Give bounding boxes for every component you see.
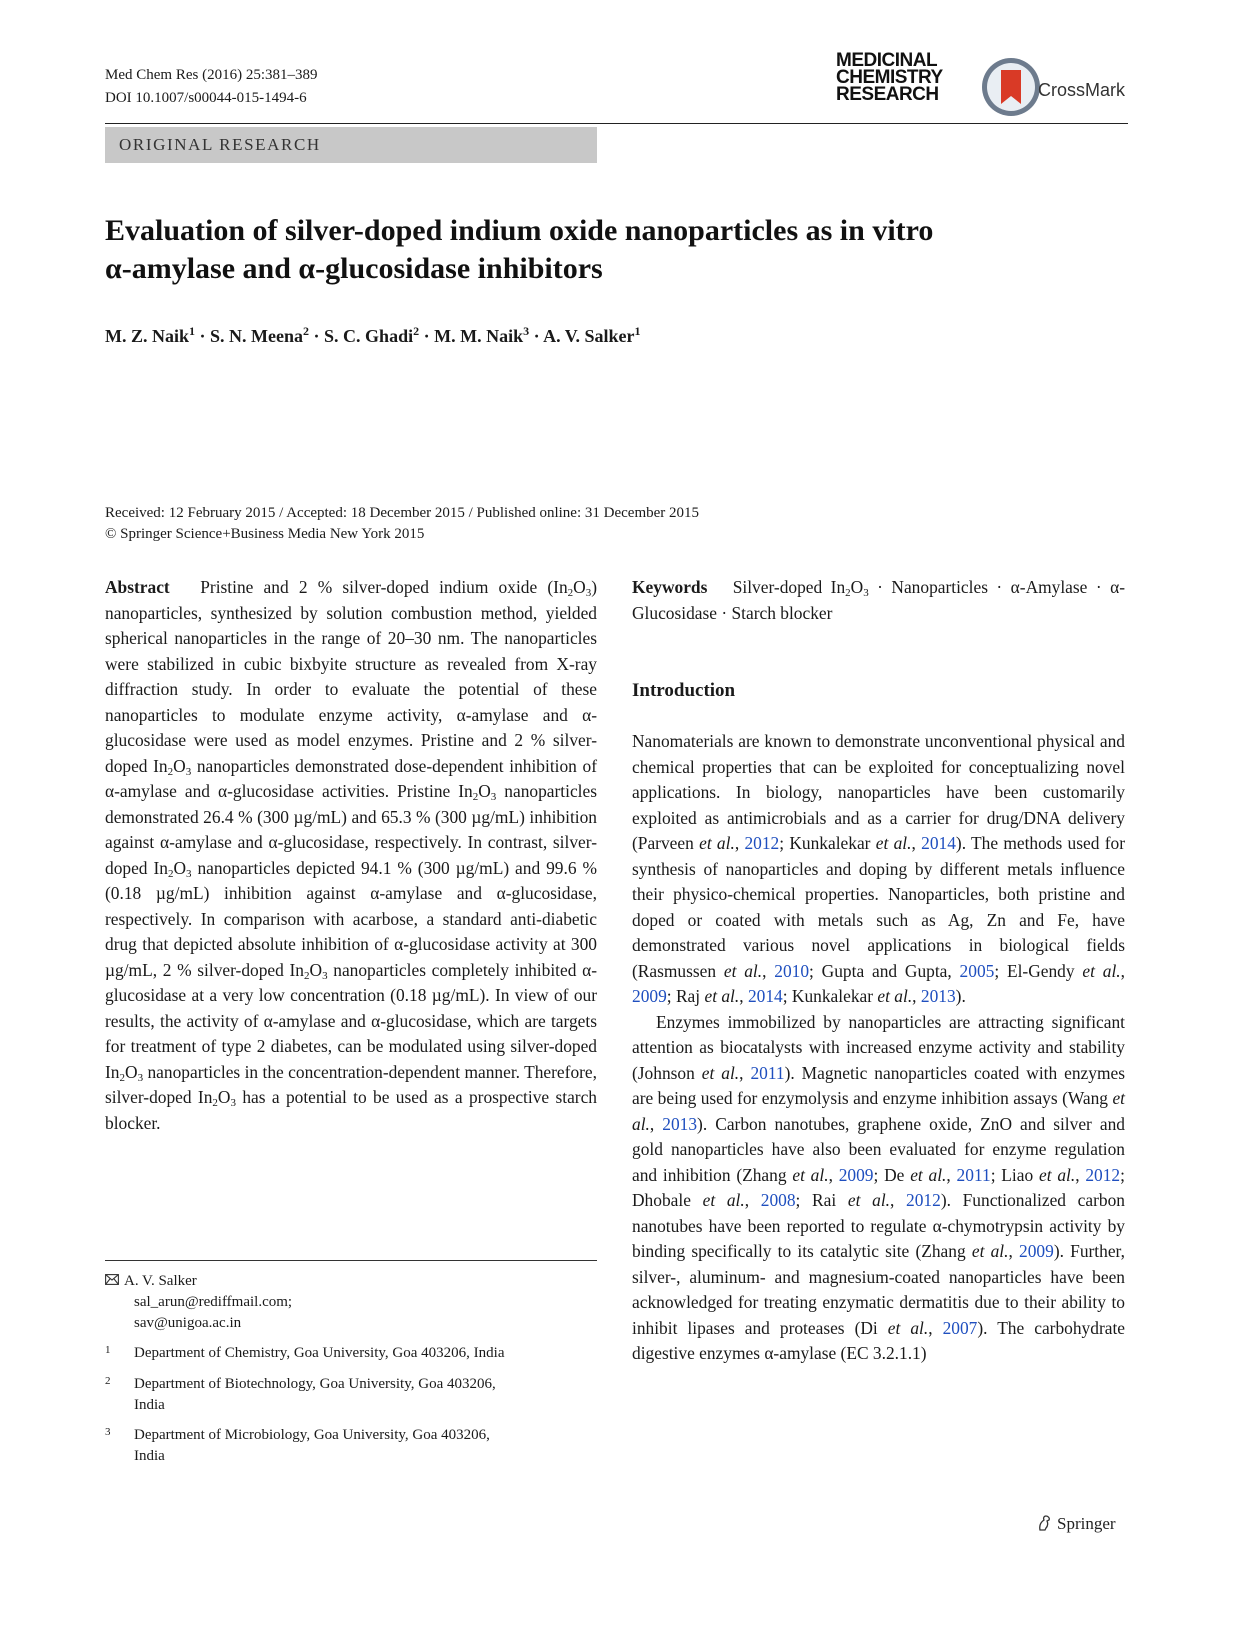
- introduction-paragraph: Nanomaterials are known to demonstrate unconventional physical and chemical properties that can be exploited for conceptualizing novel applications. In biology, nanoparticles have been customarily exploited as antimicrobials and as a carrier for drug/DNA delivery (Parveen et al., 2012; Kunkalekar et al., 2014). The methods used for synthesis of nanoparticles and doping by different metals influence their physico-chemical properties. Nanoparticles, both pristine and doped or coated with metals such as Ag, Zn and Fe, have demonstrated various novel applications in biological fields (Rasmussen et al., 2010; Gupta and Gupta, 2005; El-Gendy et al., 2009; Raj et al., 2014; Kunkalekar et al., 2013).: [632, 731, 1125, 1006]
- journal-logo-line: RESEARCH: [836, 84, 939, 105]
- received-accepted-dates: Received: 12 February 2015 / Accepted: 18 December 2015 / Published online: 31 December 2015: [105, 505, 700, 521]
- abstract: [105, 575, 597, 1136]
- author-separator: ·: [419, 326, 435, 346]
- envelope-icon: [105, 1271, 124, 1292]
- journal-citation: Med Chem Res (2016) 25:381–389: [105, 67, 318, 83]
- journal-citation-block: [105, 64, 317, 110]
- keywords: [632, 575, 1125, 626]
- author-affiliation-marker: 1: [189, 324, 196, 338]
- author-list: [105, 324, 640, 347]
- publication-dates: [105, 503, 699, 545]
- email-address[interactable]: sal_arun@rediffmail.com;: [134, 1294, 293, 1310]
- affiliation: [105, 1374, 597, 1416]
- author-name[interactable]: M. M. Naik$^3$: [434, 324, 530, 346]
- corresponding-author: A. V. Salker: [124, 1273, 197, 1289]
- affiliation-text: Department of Microbiology, Goa University, Goa 403206,: [134, 1427, 490, 1443]
- author-name[interactable]: M. Z. Naik$^1$: [105, 324, 196, 346]
- affiliation-text: Department of Biotechnology, Goa University, Goa 403206,: [134, 1376, 496, 1392]
- journal-logo-line: MEDICINAL: [836, 50, 938, 71]
- header-divider: [105, 123, 1128, 124]
- author-affiliation-marker: 2: [413, 324, 420, 338]
- affiliation-number: 2: [105, 1375, 111, 1387]
- section-tag: ORIGINAL RESEARCH: [105, 127, 597, 163]
- crossmark-label[interactable]: CrossMark: [1038, 80, 1126, 100]
- affiliation-text: Department of Chemistry, Goa University, Goa 403206, India: [134, 1345, 505, 1361]
- author-separator: ·: [529, 326, 544, 346]
- author-name[interactable]: S. N. Meena$^2$: [210, 324, 310, 346]
- author-affiliation-marker: 1: [634, 324, 641, 338]
- crossmark-icon[interactable]: [980, 56, 1046, 118]
- keywords-text: Silver-doped $In_2O_3$ · Nanoparticles · α-Amylase · α-Glucosidase · Starch blocker: [632, 577, 1125, 623]
- affiliation-text: India: [134, 1397, 165, 1413]
- journal-logo-line: CHEMISTRY: [836, 67, 943, 88]
- author-name[interactable]: S. C. Ghadi$^2$: [324, 324, 420, 346]
- author-separator: ·: [195, 326, 211, 346]
- introduction-paragraph: Enzymes immobilized by nanoparticles are attracting significant attention as biocatalysts with increased enzyme activity and stability (Johnson et al., 2011). Magnetic nanoparticles coated with enzymes are being used for enzymolysis and enzyme inhibition assays (Wang et al., 2013). Carbon nanotubes, graphene oxide, ZnO and silver and gold nanoparticles have also been evaluated for enzyme regulation and inhibition (Zhang et al., 2009; De et al., 2011; Liao et al., 2012; Dhobale et al., 2008; Rai et al., 2012). Functionalized carbon nanotubes have been reported to regulate α-chymotrypsin activity by binding specifically to its catalytic site (Zhang et al., 2009). Further, silver-, aluminum- and magnesium-coated nanoparticles have been acknowledged for treating enzymatic dermatitis due to their ability to inhibit lipases and proteases (Di et al., 2007). The carbohydrate digestive enzymes α-amylase (EC 3.2.1.1): [632, 1011, 1125, 1363]
- author-name[interactable]: A. V. Salker$^1$: [543, 324, 641, 346]
- keywords-label: Keywords: [632, 577, 708, 597]
- abstract-text: Pristine and 2 % silver-doped indium oxide $(In_2O_3)$ nanoparticles, synthesized by solution combustion method, yielded spherical nanoparticles in the range of 20–30 nm. The nanoparticles were stabilized in cubic bixbyite structure as revealed from X-ray diffraction study. In order to evaluate the potential of these nanoparticles to modulate enzyme activity, α-amylase and α-glucosidase were used as model enzymes. Pristine and 2 % silver-doped $In_2O_3$ nanoparticles demonstrated dose-dependent inhibition of α-amylase and α-glucosidase activities. Pristine $In_2O_3$ nanoparticles demonstrated 26.4 % (300 µg/mL) and 65.3 % (300 µg/mL) inhibition against α-amylase and α-glucosidase, respectively. In contrast, silver-doped $In_2O_3$ nanoparticles depicted 94.1 % (300 µg/mL) and 99.6 % (0.18 µg/mL) inhibition against α-amylase and α-glucosidase, respectively. In comparison with acarbose, a standard anti-diabetic drug that depicted absolute inhibition of α-glucosidase activity at 300 µg/mL, 2 % silver-doped $In_2O_3$ nanoparticles completely inhibited α-glucosidase at a very low concentration (0.18 µg/mL). In view of our results, the activity of α-amylase and α-glucosidase, which are targets for treatment of type 2 diabetes, can be modulated using silver-doped $In_2O_3$ nanoparticles in the concentration-dependent manner. Therefore, silver-doped $In_2O_3$ has a potential to be used as a prospective starch blocker.: [105, 577, 597, 1133]
- author-separator: ·: [309, 326, 325, 346]
- affiliation-text: India: [134, 1448, 165, 1464]
- doi: DOI 10.1007/s00044-015-1494-6: [105, 90, 307, 106]
- author-affiliation-marker: 2: [303, 324, 310, 338]
- introduction-body: [632, 729, 1125, 1367]
- article-title-line: Evaluation of silver-doped indium oxide nanoparticles as in vitro: [105, 214, 934, 247]
- publisher-logo: [1036, 1514, 1116, 1534]
- introduction-heading: Introduction: [632, 680, 736, 701]
- article-title: [105, 212, 1145, 288]
- affiliation-number: 1: [105, 1344, 111, 1356]
- copyright-line: © Springer Science+Business Media New York 2015: [105, 526, 425, 542]
- publisher-name: Springer: [1057, 1514, 1116, 1533]
- affiliation-number: 3: [105, 1426, 111, 1438]
- springer-horse-icon: [1036, 1514, 1054, 1532]
- author-affiliation-marker: 3: [523, 324, 530, 338]
- affiliation: [105, 1343, 597, 1364]
- footnote-divider: [105, 1260, 597, 1261]
- journal-logo: [836, 52, 943, 103]
- affiliation: [105, 1425, 597, 1467]
- email-address[interactable]: sav@unigoa.ac.in: [134, 1315, 242, 1331]
- abstract-label: Abstract: [105, 577, 170, 597]
- article-title-line: α-amylase and α-glucosidase inhibitors: [105, 252, 603, 285]
- correspondence: [105, 1271, 292, 1334]
